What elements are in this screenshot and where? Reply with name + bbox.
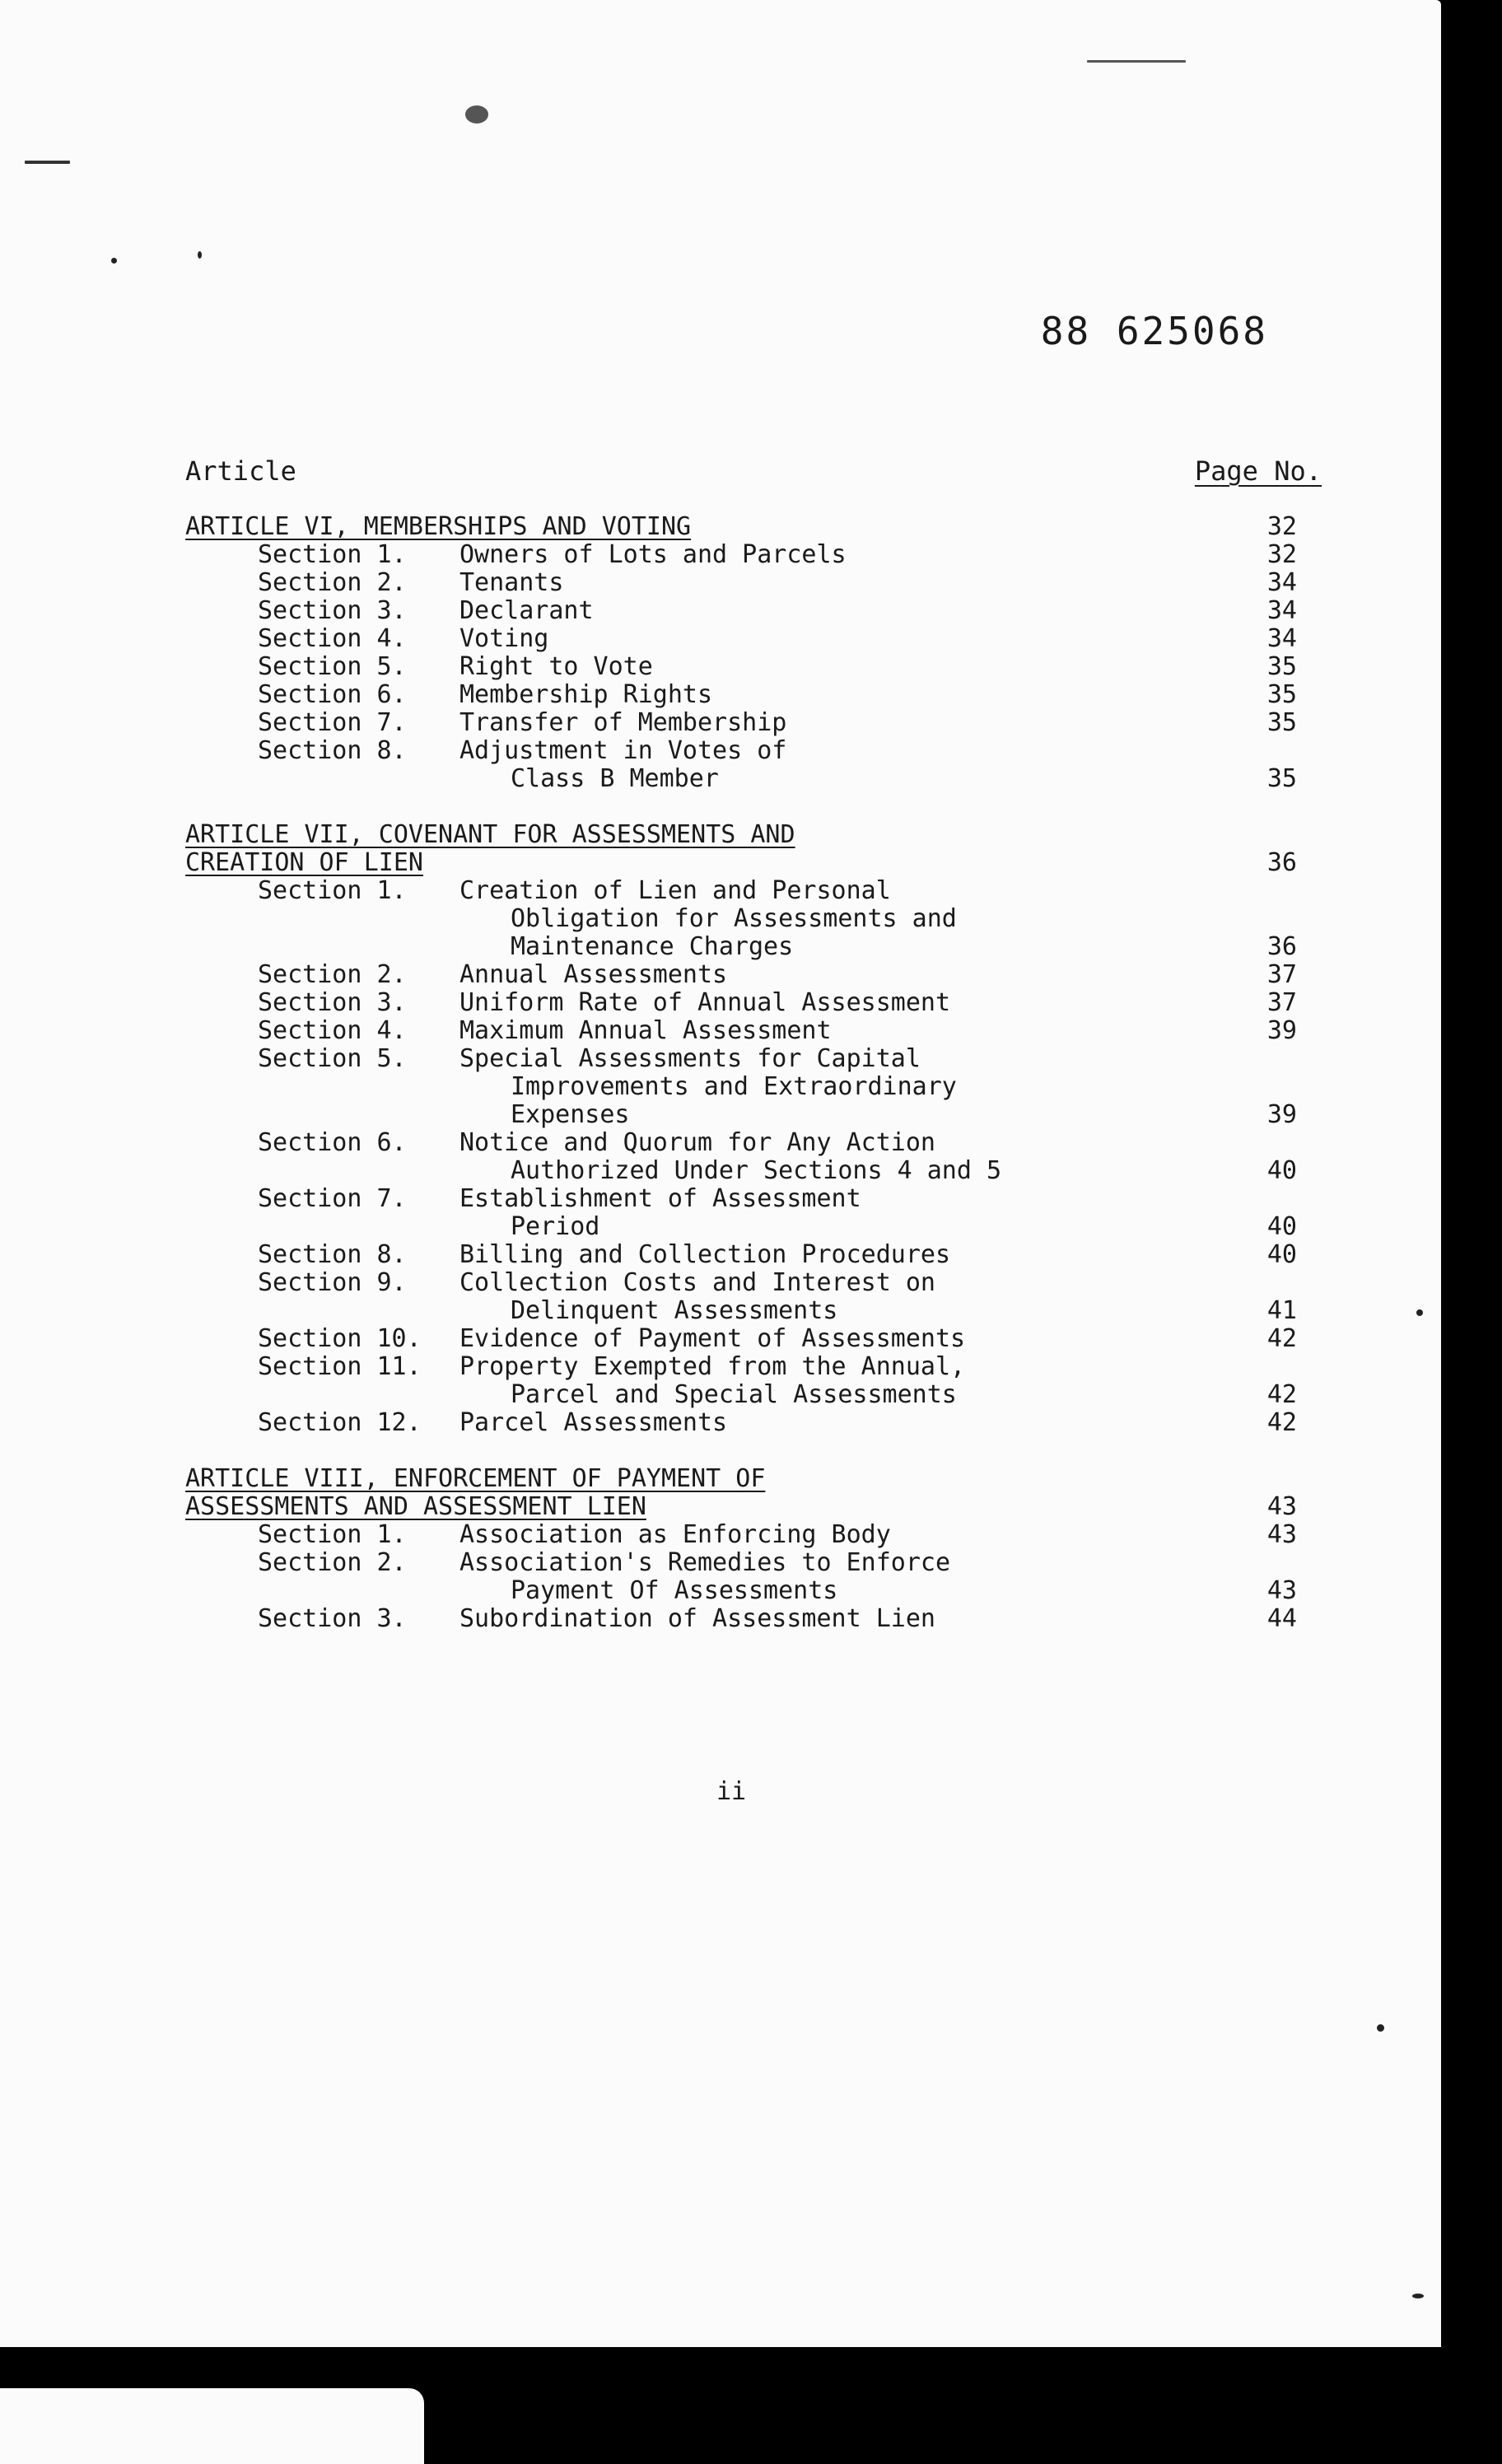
- section-page-number: 42: [1266, 1380, 1297, 1409]
- section-title-line: Notice and Quorum for Any Action: [459, 1128, 935, 1157]
- toc-section-entry: [185, 961, 1322, 989]
- article-title: [185, 513, 1322, 541]
- section-page-number: 34: [1266, 596, 1297, 625]
- section-title-line: Period: [511, 1212, 600, 1241]
- section-title: [459, 1409, 1223, 1437]
- section-number: Section 5.: [258, 1044, 407, 1073]
- toc-section-entry: [185, 569, 1322, 597]
- section-title-line: Membership Rights: [459, 680, 713, 709]
- toc-section-entry: [185, 1325, 1322, 1353]
- toc-section-entry: [185, 877, 1322, 961]
- toc-section-entry: [185, 1241, 1322, 1269]
- scan-speck: [198, 251, 202, 259]
- section-number: Section 3.: [258, 596, 407, 625]
- section-title-line: Tenants: [459, 568, 564, 597]
- section-title: [459, 1549, 1223, 1605]
- section-title: [459, 989, 1223, 1017]
- section-number: Section 10.: [258, 1324, 422, 1353]
- section-title: [459, 1521, 1223, 1549]
- section-title-line: Creation of Lien and Personal: [459, 876, 891, 905]
- section-title-line: Delinquent Assessments: [511, 1296, 838, 1325]
- article-column-header: Article: [185, 455, 296, 487]
- section-page-number: 35: [1266, 680, 1297, 709]
- scan-speck: [1087, 60, 1186, 63]
- section-title-line: Subordination of Assessment Lien: [459, 1604, 935, 1633]
- section-title: [459, 681, 1223, 709]
- section-page-number: 41: [1266, 1296, 1297, 1325]
- section-number: Section 4.: [258, 1016, 407, 1045]
- section-title: [459, 541, 1223, 569]
- page-number-column-header: Page No.: [1194, 455, 1322, 487]
- section-title-line: Maximum Annual Assessment: [459, 1016, 832, 1045]
- scan-speck: [1412, 2294, 1424, 2298]
- toc-article: [185, 513, 1322, 793]
- section-page-number: 35: [1266, 764, 1297, 793]
- toc-section-entry: [185, 709, 1322, 737]
- section-title: [459, 1353, 1223, 1409]
- section-title: [459, 737, 1223, 793]
- section-title-line: Class B Member: [511, 764, 719, 793]
- section-title-line: Expenses: [511, 1100, 630, 1129]
- article-title-line: ARTICLE VI, MEMBERSHIPS AND VOTING: [185, 512, 692, 541]
- section-title-line: Adjustment in Votes of: [459, 736, 787, 765]
- article-title: [185, 821, 1322, 877]
- section-title-line: Parcel Assessments: [459, 1408, 728, 1437]
- section-title-line: Payment Of Assessments: [511, 1576, 838, 1605]
- section-number: Section 2.: [258, 568, 407, 597]
- section-title-line: Declarant: [459, 596, 594, 625]
- section-number: Section 12.: [258, 1408, 422, 1437]
- section-title-line: Maintenance Charges: [511, 932, 794, 961]
- section-title: [459, 1269, 1223, 1325]
- section-number: Section 7.: [258, 708, 407, 737]
- toc-section-entry: [185, 1605, 1322, 1633]
- toc-header: [185, 457, 1322, 497]
- section-number: Section 1.: [258, 1520, 407, 1549]
- article-title-line: CREATION OF LIEN: [185, 848, 423, 877]
- section-title: [459, 709, 1223, 737]
- toc-article: [185, 1465, 1322, 1633]
- section-title: [459, 653, 1223, 681]
- section-title: [459, 961, 1223, 989]
- page-footer-number: ii: [716, 1777, 747, 1806]
- scan-speck: [465, 105, 488, 124]
- section-title-line: Special Assessments for Capital: [459, 1044, 921, 1073]
- section-page-number: 36: [1266, 932, 1297, 961]
- section-number: Section 5.: [258, 652, 407, 681]
- toc-section-entry: [185, 737, 1322, 793]
- section-title-line: Authorized Under Sections 4 and 5: [511, 1156, 1002, 1185]
- document-number: 88 625068: [1040, 309, 1268, 353]
- toc-section-entry: [185, 1045, 1322, 1129]
- toc-section-entry: [185, 1017, 1322, 1045]
- scan-paper-edge: [0, 2388, 424, 2464]
- section-number: Section 9.: [258, 1268, 407, 1297]
- article-title-line: ARTICLE VIII, ENFORCEMENT OF PAYMENT OF: [185, 1464, 766, 1493]
- section-page-number: 40: [1266, 1212, 1297, 1241]
- section-title-line: Establishment of Assessment: [459, 1184, 861, 1213]
- section-title: [459, 625, 1223, 653]
- article-page-number: 32: [1266, 512, 1297, 541]
- section-number: Section 4.: [258, 624, 407, 653]
- toc-section-entry: [185, 1269, 1322, 1325]
- section-title-line: Property Exempted from the Annual,: [459, 1352, 966, 1381]
- section-title-line: Association as Enforcing Body: [459, 1520, 891, 1549]
- section-title: [459, 597, 1223, 625]
- section-title-line: Owners of Lots and Parcels: [459, 540, 847, 569]
- section-title: [459, 1129, 1223, 1185]
- section-number: Section 11.: [258, 1352, 422, 1381]
- toc-section-entry: [185, 1409, 1322, 1437]
- section-page-number: 43: [1266, 1576, 1297, 1605]
- section-title: [459, 877, 1223, 961]
- toc-section-entry: [185, 681, 1322, 709]
- section-title: [459, 1045, 1223, 1129]
- section-title-line: Annual Assessments: [459, 960, 728, 989]
- section-title-line: Transfer of Membership: [459, 708, 787, 737]
- scan-speck: [1377, 2024, 1384, 2032]
- section-title-line: Voting: [459, 624, 549, 653]
- section-title-line: Improvements and Extraordinary: [511, 1072, 957, 1101]
- section-number: Section 3.: [258, 1604, 407, 1633]
- section-number: Section 3.: [258, 988, 407, 1017]
- section-page-number: 43: [1266, 1520, 1297, 1549]
- section-title: [459, 1017, 1223, 1045]
- toc-section-entry: [185, 653, 1322, 681]
- section-page-number: 44: [1266, 1604, 1297, 1633]
- toc-section-entry: [185, 1129, 1322, 1185]
- toc-article: [185, 821, 1322, 1437]
- section-title-line: Evidence of Payment of Assessments: [459, 1324, 966, 1353]
- section-page-number: 34: [1266, 568, 1297, 597]
- toc-section-entry: [185, 597, 1322, 625]
- section-title: [459, 1325, 1223, 1353]
- section-number: Section 8.: [258, 736, 407, 765]
- section-title-line: Right to Vote: [459, 652, 653, 681]
- table-of-contents: [185, 457, 1322, 1661]
- section-title: [459, 569, 1223, 597]
- section-page-number: 40: [1266, 1240, 1297, 1269]
- section-title-line: Parcel and Special Assessments: [511, 1380, 957, 1409]
- section-title-line: Uniform Rate of Annual Assessment: [459, 988, 951, 1017]
- toc-section-entry: [185, 1353, 1322, 1409]
- scan-speck: [1416, 1309, 1423, 1316]
- section-number: Section 1.: [258, 540, 407, 569]
- scan-speck: [25, 161, 70, 164]
- section-number: Section 1.: [258, 876, 407, 905]
- section-title: [459, 1185, 1223, 1241]
- section-page-number: 39: [1266, 1100, 1297, 1129]
- toc-body: [185, 513, 1322, 1633]
- section-page-number: 37: [1266, 988, 1297, 1017]
- section-number: Section 8.: [258, 1240, 407, 1269]
- section-title-line: Collection Costs and Interest on: [459, 1268, 935, 1297]
- toc-section-entry: [185, 989, 1322, 1017]
- toc-section-entry: [185, 625, 1322, 653]
- scan-speck: [111, 258, 117, 264]
- toc-section-entry: [185, 1521, 1322, 1549]
- section-page-number: 34: [1266, 624, 1297, 653]
- section-page-number: 37: [1266, 960, 1297, 989]
- section-title: [459, 1605, 1223, 1633]
- section-page-number: 35: [1266, 652, 1297, 681]
- section-number: Section 2.: [258, 1548, 407, 1577]
- section-title-line: Association's Remedies to Enforce: [459, 1548, 951, 1577]
- toc-section-entry: [185, 541, 1322, 569]
- article-page-number: 43: [1266, 1492, 1297, 1521]
- section-page-number: 32: [1266, 540, 1297, 569]
- article-page-number: 36: [1266, 848, 1297, 877]
- section-number: Section 6.: [258, 680, 407, 709]
- article-title-line: ASSESSMENTS AND ASSESSMENT LIEN: [185, 1492, 646, 1521]
- section-number: Section 2.: [258, 960, 407, 989]
- toc-section-entry: [185, 1549, 1322, 1605]
- section-title-line: Billing and Collection Procedures: [459, 1240, 951, 1269]
- section-number: Section 6.: [258, 1128, 407, 1157]
- section-number: Section 7.: [258, 1184, 407, 1213]
- section-title-line: Obligation for Assessments and: [511, 904, 957, 933]
- section-page-number: 39: [1266, 1016, 1297, 1045]
- section-page-number: 42: [1266, 1324, 1297, 1353]
- article-title-line: ARTICLE VII, COVENANT FOR ASSESSMENTS AND: [185, 820, 795, 849]
- section-page-number: 35: [1266, 708, 1297, 737]
- toc-section-entry: [185, 1185, 1322, 1241]
- article-title: [185, 1465, 1322, 1521]
- section-title: [459, 1241, 1223, 1269]
- section-page-number: 40: [1266, 1156, 1297, 1185]
- section-page-number: 42: [1266, 1408, 1297, 1437]
